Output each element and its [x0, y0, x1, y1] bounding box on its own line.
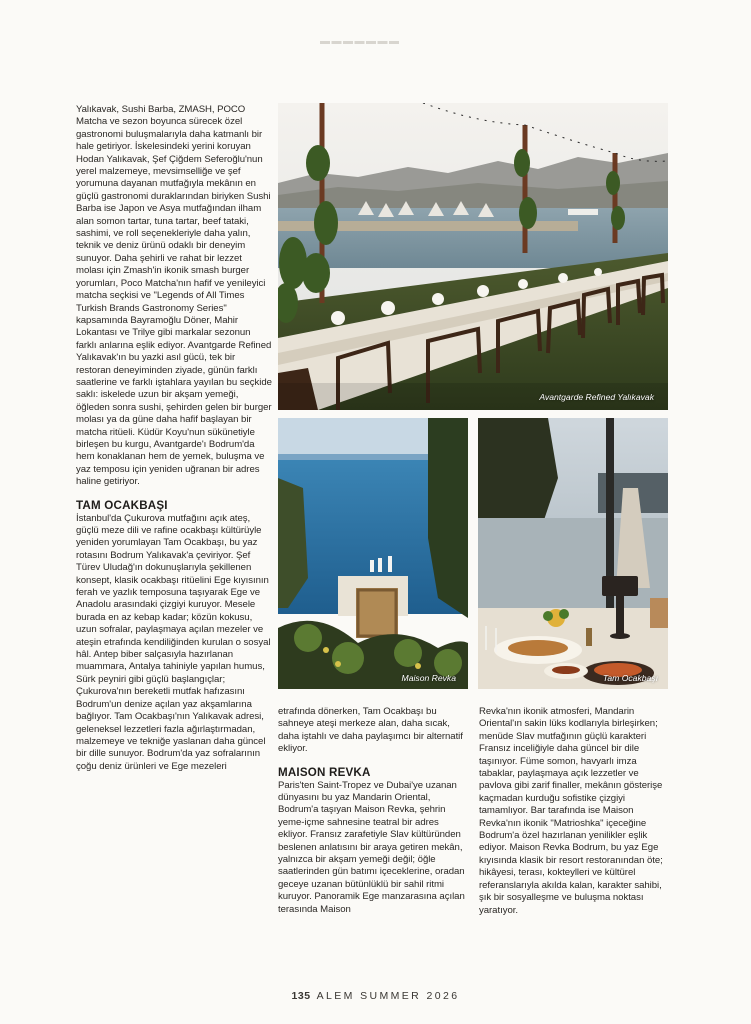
text-column-3	[479, 706, 671, 917]
caption-avantgarde: Avantgarde Refined Yalıkavak	[539, 392, 654, 402]
paragraph-avantgarde: Yalıkavak, Sushi Barba, ZMASH, POCO Matcha ve sezon boyunca sürecek özel gastronomi buluşmalarıyla daha katmanlı bir hale getiriyor. İskelesindeki yerini koruyan Hodan Yalıkavak, Şef Çiğdem Seferoğlu'nun yerel malzemeye, mevsimselliğe ve şef yorumuna dayanan mutfağıyla mekânın en güçlü gastronomi duraklarından biriyken Sushi Barba ise Japon ve Asya mutfağından ilham alan somon tartar, tuna tartar, beef tataki, sashimi, ve roll seçenekleriyle daha yalın, teknik ve deniz ürünü odaklı bir deneyim sunuyor. Daha şehirli ve rahat bir lezzet molası için Zmash'in ikonik smash burger yorumları, Poco Matcha'nın hafif ve yenileyici matcha seçkisi ve "Legends of All Times Turkish Brands Gastronomy Series" kapsamında Bayramoğlu Döner, Mahir Lokantası ve Trilye gibi markalar sezonun farklı anlarına eşlik ediyor. Avantgarde Refined Yalıkavak'ın bu yazki asıl gücü, tek bir restoran deneyiminden ziyade, günün farklı saatlerine ve farklı iştahlara yayılan bu seçkide saklı: iskelede uzun bir akşam yemeği, öğleden sonra sushi, şehirden gelen bir burger molası ya da güne daha hafif başlayan bir matcha ritüeli. Küdür Koyu'nun sükünetiyle birleşen bu kurgu, Avantgarde'ı Bodrum'da hem konaklanan hem de yemek, buluşma ve yaz temposu için yeniden uğranan bir adres haline getiriyor.	[76, 104, 272, 488]
paragraph-tam-ocakbasi: İstanbul'da Çukurova mutfağını açık ateş, güçlü meze dili ve rafine ocakbaşı kültürüyle yeniden yorumlayan Tam Ocakbaşı, bu yaz rotasını Bodrum Yalıkavak'a çeviriyor. Şef Türev Uludağ'ın dokunuşlarıyla şekillenen konsept, klasik ocakbaşı ritüelini Ege kıyısının ferah ve yazlık temposuna taşıyarak Ege ve Anadolu arasındaki çizgiyi kuruyor. Mesele burada en az kebap kadar; közün kokusu, uzun sofralar, paylaşmaya açılan mezeler ve ateşin etrafında kendiliğinden kurulan o sosyal hâl. Antep biber salçasıyla hazırlanan muammara, Antalya tahiniyle yapılan humus, Sürk peyniri gibi güçlü başlangıçlar; Çukurova'nın bereketli mutfak hafızasını Bodrum'un denize açılan yaz akşamlarına bağlıyor. Tam Ocakbaşı'nın Yalıkavak adresi, geleneksel lezzetleri fazla ağırlaştırmadan, malzemeye ve tekniğe yaslanan daha güncel bir dille sunuyor. Bodrum'da yaz sofralarının çoğu deniz ürünleri ve Ege mezeleri	[76, 512, 271, 772]
caption-tam-ocakbasi: Tam Ocakbaşı	[602, 673, 658, 683]
photo-maison-revka	[278, 418, 468, 689]
heading-maison-revka: MAISON REVKA	[278, 765, 371, 779]
text-column-1	[76, 104, 272, 773]
photo-tam-ocakbasi	[478, 418, 668, 689]
photo-avantgarde-dinner	[278, 103, 668, 410]
text-column-2	[278, 706, 468, 916]
bleed-through-decoration: ▬▬▬▬▬▬▬	[320, 36, 401, 47]
magazine-title: ALEM SUMMER 2026	[316, 990, 460, 1002]
page-footer	[0, 990, 751, 1002]
paragraph-maison-revka-end: Revka'nın ikonik atmosferi, Mandarin Oriental'ın sakin lüks kodlarıyla birleşirken; menüde Slav mutfağının güçlü karakteri Fransız inceliğiyle daha güncel bir dile taşınıyor. Füme somon, havyarlı imza tabaklar, paylaşmaya açık lezzetler ve pavlova gibi zarif finaller, mekânın gösterişe kaçmadan kurduğu sofistike çizgiyi tamamlıyor. Bar tarafında ise Maison Revka'nın ikonik "Matrioshka" içeceğine Bodrum'a özel hazırlanan yenilikler eşlik ediyor. Maison Revka Bodrum, bu yaz Ege kıyısında klasik bir resort restoranından öte; hikâyesi, terası, kokteylleri ve kültürel referanslarıyla akılda kalan, karakter sahibi, şık bir sosyalleşme ve buluşma noktası yaratıyor.	[479, 706, 663, 916]
paragraph-maison-revka: Paris'ten Saint-Tropez ve Dubai'ye uzanan dünyasını bu yaz Mandarin Oriental, Bodrum'a taşıyan Maison Revka, şehrin yeme-içme sahnesine teatral bir adres ekliyor. Fransız zarafetiyle Slav kültüründen beslenen anlatısını bir araya getiren mekân, yalnızca bir akşam yemeği değil; öğle saatlerinden gün batımı içeceklerine, oradan geceye uzanan bütünlüklü bir sahil ritmi kuruyor. Panoramik Ege manzarasına açılan terasında Maison	[278, 779, 465, 915]
caption-maison-revka: Maison Revka	[401, 673, 456, 683]
paragraph-tam-ocakbasi-end: etrafında dönerken, Tam Ocakbaşı bu sahneye ateşi merkeze alan, daha sıcak, daha iştahlı ve daha paylaşımcı bir alternatif ekliyor.	[278, 706, 463, 755]
page-number: 135	[291, 990, 311, 1002]
heading-tam-ocakbasi: TAM OCAKBAŞI	[76, 498, 168, 512]
